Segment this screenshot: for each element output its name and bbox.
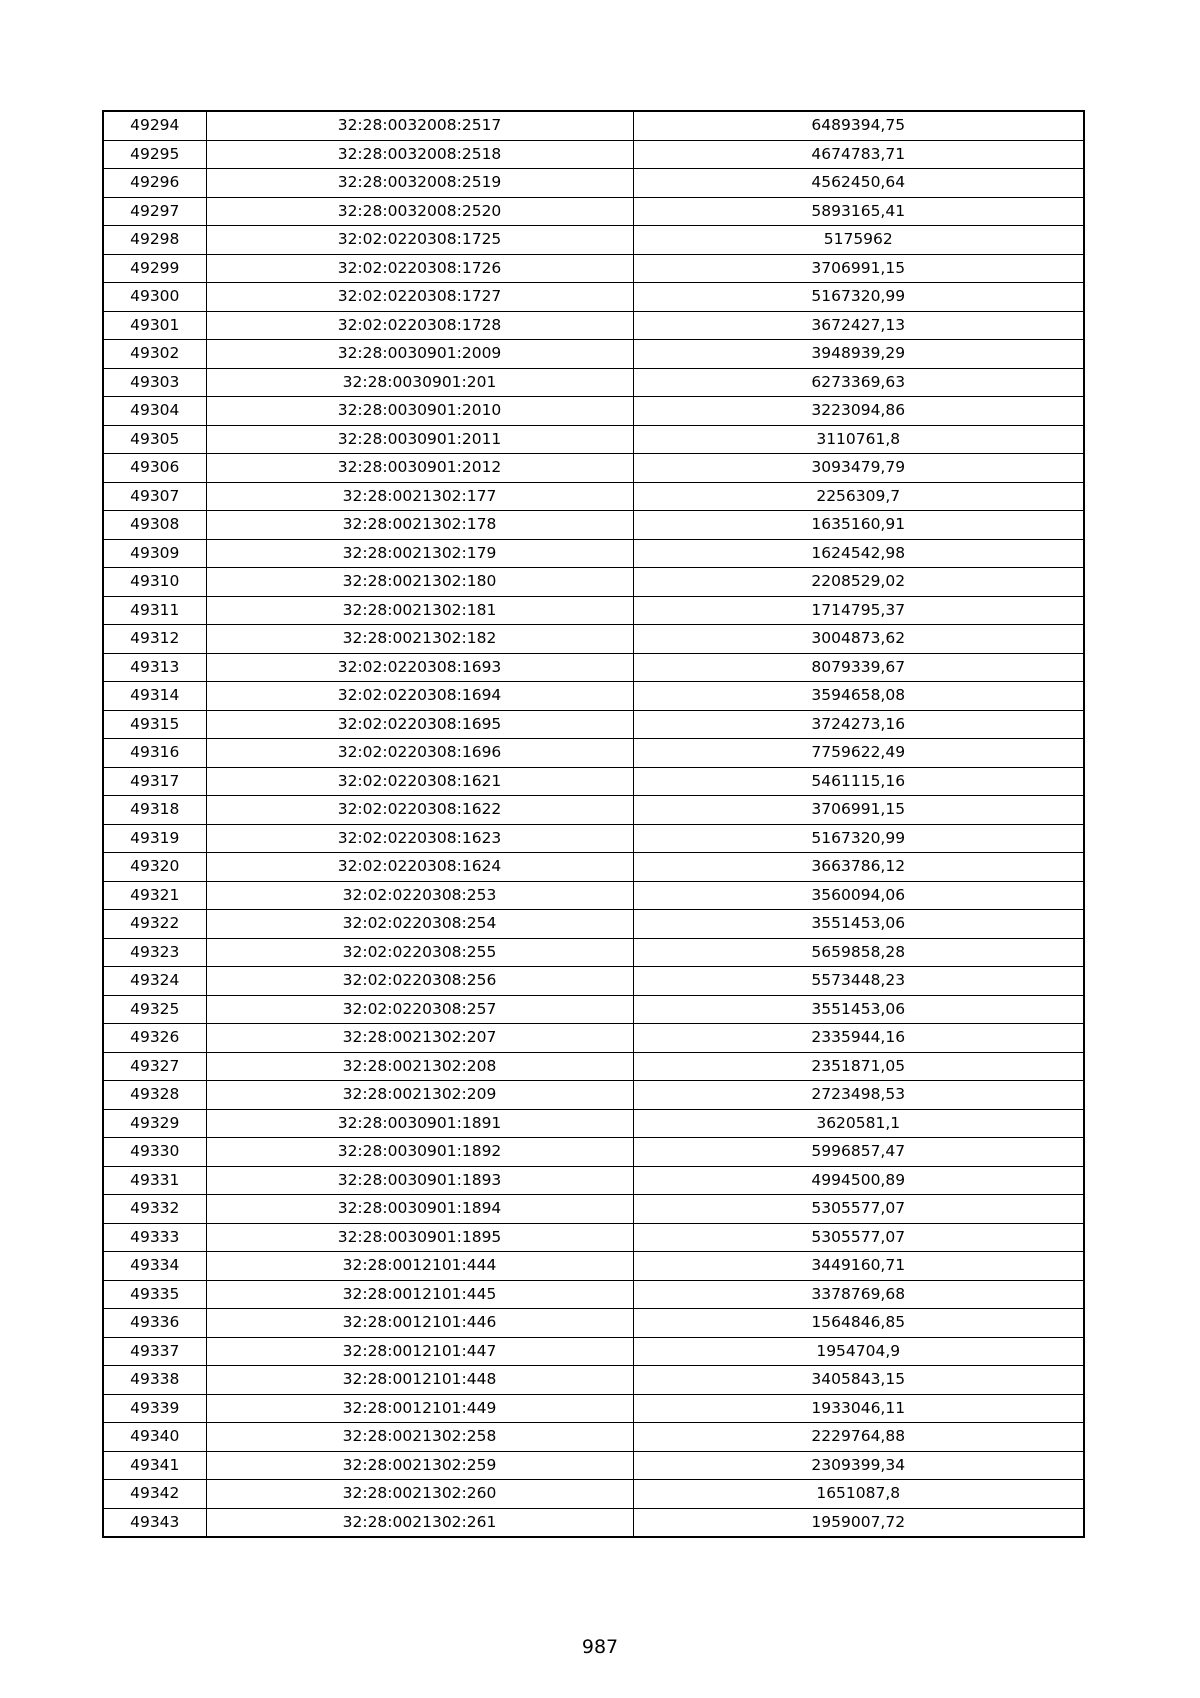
cadastral-number-cell: 32:28:0021302:259 bbox=[206, 1451, 633, 1480]
row-number-cell: 49295 bbox=[103, 140, 206, 169]
cadastral-number-cell: 32:28:0021302:182 bbox=[206, 625, 633, 654]
cadastral-number-cell: 32:28:0012101:446 bbox=[206, 1309, 633, 1338]
table-row bbox=[103, 653, 1084, 682]
cadastral-number-cell: 32:28:0030901:1891 bbox=[206, 1109, 633, 1138]
cadastral-number-cell: 32:28:0030901:1892 bbox=[206, 1138, 633, 1167]
table-row bbox=[103, 197, 1084, 226]
row-number-cell: 49305 bbox=[103, 425, 206, 454]
table-row bbox=[103, 625, 1084, 654]
cadastral-number-cell: 32:28:0021302:209 bbox=[206, 1081, 633, 1110]
cadastral-number-cell: 32:28:0030901:2012 bbox=[206, 454, 633, 483]
value-cell: 5167320,99 bbox=[633, 824, 1084, 853]
cadastral-number-cell: 32:28:0021302:177 bbox=[206, 482, 633, 511]
value-cell: 5659858,28 bbox=[633, 938, 1084, 967]
table-row bbox=[103, 1195, 1084, 1224]
cadastral-number-cell: 32:28:0032008:2517 bbox=[206, 111, 633, 140]
table-body bbox=[103, 111, 1084, 1537]
table-row bbox=[103, 140, 1084, 169]
cadastral-number-cell: 32:28:0012101:444 bbox=[206, 1252, 633, 1281]
row-number-cell: 49301 bbox=[103, 311, 206, 340]
table-row bbox=[103, 710, 1084, 739]
value-cell: 5175962 bbox=[633, 226, 1084, 255]
table-row bbox=[103, 568, 1084, 597]
value-cell: 3620581,1 bbox=[633, 1109, 1084, 1138]
cadastral-number-cell: 32:28:0030901:1893 bbox=[206, 1166, 633, 1195]
value-cell: 1624542,98 bbox=[633, 539, 1084, 568]
cadastral-number-cell: 32:02:0220308:1728 bbox=[206, 311, 633, 340]
value-cell: 6273369,63 bbox=[633, 368, 1084, 397]
cadastral-number-cell: 32:02:0220308:1726 bbox=[206, 254, 633, 283]
row-number-cell: 49309 bbox=[103, 539, 206, 568]
cadastral-number-cell: 32:28:0012101:448 bbox=[206, 1366, 633, 1395]
value-cell: 1564846,85 bbox=[633, 1309, 1084, 1338]
row-number-cell: 49337 bbox=[103, 1337, 206, 1366]
row-number-cell: 49308 bbox=[103, 511, 206, 540]
table-row bbox=[103, 1508, 1084, 1537]
row-number-cell: 49320 bbox=[103, 853, 206, 882]
row-number-cell: 49330 bbox=[103, 1138, 206, 1167]
row-number-cell: 49315 bbox=[103, 710, 206, 739]
value-cell: 1635160,91 bbox=[633, 511, 1084, 540]
row-number-cell: 49312 bbox=[103, 625, 206, 654]
cadastral-number-cell: 32:02:0220308:1624 bbox=[206, 853, 633, 882]
value-cell: 2256309,7 bbox=[633, 482, 1084, 511]
value-cell: 5305577,07 bbox=[633, 1195, 1084, 1224]
row-number-cell: 49313 bbox=[103, 653, 206, 682]
value-cell: 3110761,8 bbox=[633, 425, 1084, 454]
row-number-cell: 49314 bbox=[103, 682, 206, 711]
row-number-cell: 49317 bbox=[103, 767, 206, 796]
row-number-cell: 49323 bbox=[103, 938, 206, 967]
row-number-cell: 49338 bbox=[103, 1366, 206, 1395]
cadastral-number-cell: 32:02:0220308:1695 bbox=[206, 710, 633, 739]
table-row bbox=[103, 967, 1084, 996]
row-number-cell: 49316 bbox=[103, 739, 206, 768]
table-row bbox=[103, 340, 1084, 369]
row-number-cell: 49327 bbox=[103, 1052, 206, 1081]
cadastral-number-cell: 32:02:0220308:1725 bbox=[206, 226, 633, 255]
cadastral-number-cell: 32:02:0220308:1693 bbox=[206, 653, 633, 682]
value-cell: 2229764,88 bbox=[633, 1423, 1084, 1452]
table-row bbox=[103, 1423, 1084, 1452]
cadastral-number-cell: 32:02:0220308:1696 bbox=[206, 739, 633, 768]
cadastral-number-cell: 32:28:0030901:2010 bbox=[206, 397, 633, 426]
row-number-cell: 49318 bbox=[103, 796, 206, 825]
table-row bbox=[103, 1309, 1084, 1338]
cadastral-number-cell: 32:02:0220308:257 bbox=[206, 995, 633, 1024]
value-cell: 2335944,16 bbox=[633, 1024, 1084, 1053]
table-row bbox=[103, 368, 1084, 397]
value-cell: 3004873,62 bbox=[633, 625, 1084, 654]
cadastral-number-cell: 32:02:0220308:256 bbox=[206, 967, 633, 996]
table-row bbox=[103, 1138, 1084, 1167]
row-number-cell: 49341 bbox=[103, 1451, 206, 1480]
value-cell: 3706991,15 bbox=[633, 254, 1084, 283]
table-row bbox=[103, 1451, 1084, 1480]
row-number-cell: 49302 bbox=[103, 340, 206, 369]
value-cell: 3948939,29 bbox=[633, 340, 1084, 369]
cadastral-number-cell: 32:02:0220308:255 bbox=[206, 938, 633, 967]
row-number-cell: 49299 bbox=[103, 254, 206, 283]
table-row bbox=[103, 1081, 1084, 1110]
value-cell: 3551453,06 bbox=[633, 910, 1084, 939]
row-number-cell: 49329 bbox=[103, 1109, 206, 1138]
table-row bbox=[103, 454, 1084, 483]
cadastral-number-cell: 32:28:0030901:1895 bbox=[206, 1223, 633, 1252]
table-row bbox=[103, 910, 1084, 939]
row-number-cell: 49321 bbox=[103, 881, 206, 910]
page-number: 987 bbox=[581, 1636, 619, 1658]
cadastral-number-cell: 32:28:0021302:208 bbox=[206, 1052, 633, 1081]
table-row bbox=[103, 853, 1084, 882]
row-number-cell: 49307 bbox=[103, 482, 206, 511]
value-cell: 3405843,15 bbox=[633, 1366, 1084, 1395]
data-table bbox=[102, 110, 1085, 1538]
table-row bbox=[103, 169, 1084, 198]
value-cell: 3672427,13 bbox=[633, 311, 1084, 340]
value-cell: 1651087,8 bbox=[633, 1480, 1084, 1509]
value-cell: 3724273,16 bbox=[633, 710, 1084, 739]
row-number-cell: 49304 bbox=[103, 397, 206, 426]
cadastral-number-cell: 32:28:0021302:178 bbox=[206, 511, 633, 540]
row-number-cell: 49306 bbox=[103, 454, 206, 483]
cadastral-number-cell: 32:28:0030901:201 bbox=[206, 368, 633, 397]
cadastral-number-cell: 32:28:0030901:1894 bbox=[206, 1195, 633, 1224]
row-number-cell: 49343 bbox=[103, 1508, 206, 1537]
value-cell: 5305577,07 bbox=[633, 1223, 1084, 1252]
cadastral-number-cell: 32:28:0021302:260 bbox=[206, 1480, 633, 1509]
cadastral-number-cell: 32:02:0220308:1621 bbox=[206, 767, 633, 796]
value-cell: 5996857,47 bbox=[633, 1138, 1084, 1167]
value-cell: 3378769,68 bbox=[633, 1280, 1084, 1309]
row-number-cell: 49310 bbox=[103, 568, 206, 597]
table-row bbox=[103, 1109, 1084, 1138]
row-number-cell: 49300 bbox=[103, 283, 206, 312]
cadastral-number-cell: 32:28:0012101:449 bbox=[206, 1394, 633, 1423]
value-cell: 3663786,12 bbox=[633, 853, 1084, 882]
row-number-cell: 49298 bbox=[103, 226, 206, 255]
cadastral-number-cell: 32:02:0220308:253 bbox=[206, 881, 633, 910]
table-row bbox=[103, 254, 1084, 283]
value-cell: 3594658,08 bbox=[633, 682, 1084, 711]
value-cell: 2351871,05 bbox=[633, 1052, 1084, 1081]
value-cell: 5893165,41 bbox=[633, 197, 1084, 226]
table-row bbox=[103, 511, 1084, 540]
value-cell: 4994500,89 bbox=[633, 1166, 1084, 1195]
cadastral-number-cell: 32:28:0021302:179 bbox=[206, 539, 633, 568]
table-row bbox=[103, 1337, 1084, 1366]
table-row bbox=[103, 539, 1084, 568]
cadastral-number-cell: 32:28:0021302:180 bbox=[206, 568, 633, 597]
cadastral-number-cell: 32:28:0021302:258 bbox=[206, 1423, 633, 1452]
value-cell: 1954704,9 bbox=[633, 1337, 1084, 1366]
cadastral-number-cell: 32:28:0030901:2011 bbox=[206, 425, 633, 454]
table-row bbox=[103, 1480, 1084, 1509]
value-cell: 4674783,71 bbox=[633, 140, 1084, 169]
cadastral-number-cell: 32:02:0220308:1623 bbox=[206, 824, 633, 853]
cadastral-number-cell: 32:02:0220308:1622 bbox=[206, 796, 633, 825]
cadastral-number-cell: 32:28:0032008:2518 bbox=[206, 140, 633, 169]
row-number-cell: 49326 bbox=[103, 1024, 206, 1053]
value-cell: 1933046,11 bbox=[633, 1394, 1084, 1423]
row-number-cell: 49331 bbox=[103, 1166, 206, 1195]
value-cell: 4562450,64 bbox=[633, 169, 1084, 198]
row-number-cell: 49303 bbox=[103, 368, 206, 397]
value-cell: 3223094,86 bbox=[633, 397, 1084, 426]
value-cell: 5167320,99 bbox=[633, 283, 1084, 312]
value-cell: 6489394,75 bbox=[633, 111, 1084, 140]
row-number-cell: 49342 bbox=[103, 1480, 206, 1509]
table-row bbox=[103, 425, 1084, 454]
table-row bbox=[103, 1252, 1084, 1281]
table-row bbox=[103, 1394, 1084, 1423]
value-cell: 5461115,16 bbox=[633, 767, 1084, 796]
row-number-cell: 49328 bbox=[103, 1081, 206, 1110]
value-cell: 2208529,02 bbox=[633, 568, 1084, 597]
row-number-cell: 49322 bbox=[103, 910, 206, 939]
row-number-cell: 49340 bbox=[103, 1423, 206, 1452]
row-number-cell: 49336 bbox=[103, 1309, 206, 1338]
cadastral-number-cell: 32:02:0220308:254 bbox=[206, 910, 633, 939]
table-row bbox=[103, 482, 1084, 511]
table-row bbox=[103, 881, 1084, 910]
row-number-cell: 49339 bbox=[103, 1394, 206, 1423]
table-row bbox=[103, 796, 1084, 825]
value-cell: 3560094,06 bbox=[633, 881, 1084, 910]
table-row bbox=[103, 596, 1084, 625]
row-number-cell: 49333 bbox=[103, 1223, 206, 1252]
row-number-cell: 49335 bbox=[103, 1280, 206, 1309]
value-cell: 3706991,15 bbox=[633, 796, 1084, 825]
table-row bbox=[103, 682, 1084, 711]
value-cell: 1959007,72 bbox=[633, 1508, 1084, 1537]
table-row bbox=[103, 938, 1084, 967]
table-row bbox=[103, 824, 1084, 853]
value-cell: 2309399,34 bbox=[633, 1451, 1084, 1480]
row-number-cell: 49296 bbox=[103, 169, 206, 198]
table-row bbox=[103, 111, 1084, 140]
table-row bbox=[103, 226, 1084, 255]
value-cell: 1714795,37 bbox=[633, 596, 1084, 625]
table-row bbox=[103, 1223, 1084, 1252]
value-cell: 3551453,06 bbox=[633, 995, 1084, 1024]
value-cell: 2723498,53 bbox=[633, 1081, 1084, 1110]
cadastral-number-cell: 32:28:0032008:2520 bbox=[206, 197, 633, 226]
row-number-cell: 49297 bbox=[103, 197, 206, 226]
cadastral-number-cell: 32:28:0012101:447 bbox=[206, 1337, 633, 1366]
table-row bbox=[103, 1052, 1084, 1081]
cadastral-number-cell: 32:28:0021302:181 bbox=[206, 596, 633, 625]
cadastral-number-cell: 32:02:0220308:1727 bbox=[206, 283, 633, 312]
table-row bbox=[103, 1024, 1084, 1053]
cadastral-number-cell: 32:28:0032008:2519 bbox=[206, 169, 633, 198]
value-cell: 3449160,71 bbox=[633, 1252, 1084, 1281]
cadastral-number-cell: 32:28:0012101:445 bbox=[206, 1280, 633, 1309]
value-cell: 7759622,49 bbox=[633, 739, 1084, 768]
cadastral-number-cell: 32:28:0030901:2009 bbox=[206, 340, 633, 369]
value-cell: 8079339,67 bbox=[633, 653, 1084, 682]
value-cell: 5573448,23 bbox=[633, 967, 1084, 996]
row-number-cell: 49319 bbox=[103, 824, 206, 853]
cadastral-number-cell: 32:02:0220308:1694 bbox=[206, 682, 633, 711]
row-number-cell: 49294 bbox=[103, 111, 206, 140]
table-row bbox=[103, 311, 1084, 340]
table-row bbox=[103, 995, 1084, 1024]
row-number-cell: 49334 bbox=[103, 1252, 206, 1281]
value-cell: 3093479,79 bbox=[633, 454, 1084, 483]
cadastral-number-cell: 32:28:0021302:207 bbox=[206, 1024, 633, 1053]
table-row bbox=[103, 1166, 1084, 1195]
row-number-cell: 49325 bbox=[103, 995, 206, 1024]
cadastral-number-cell: 32:28:0021302:261 bbox=[206, 1508, 633, 1537]
row-number-cell: 49324 bbox=[103, 967, 206, 996]
row-number-cell: 49311 bbox=[103, 596, 206, 625]
table-row bbox=[103, 767, 1084, 796]
table-row bbox=[103, 1366, 1084, 1395]
table-row bbox=[103, 397, 1084, 426]
table-row bbox=[103, 739, 1084, 768]
table-row bbox=[103, 1280, 1084, 1309]
row-number-cell: 49332 bbox=[103, 1195, 206, 1224]
table-row bbox=[103, 283, 1084, 312]
